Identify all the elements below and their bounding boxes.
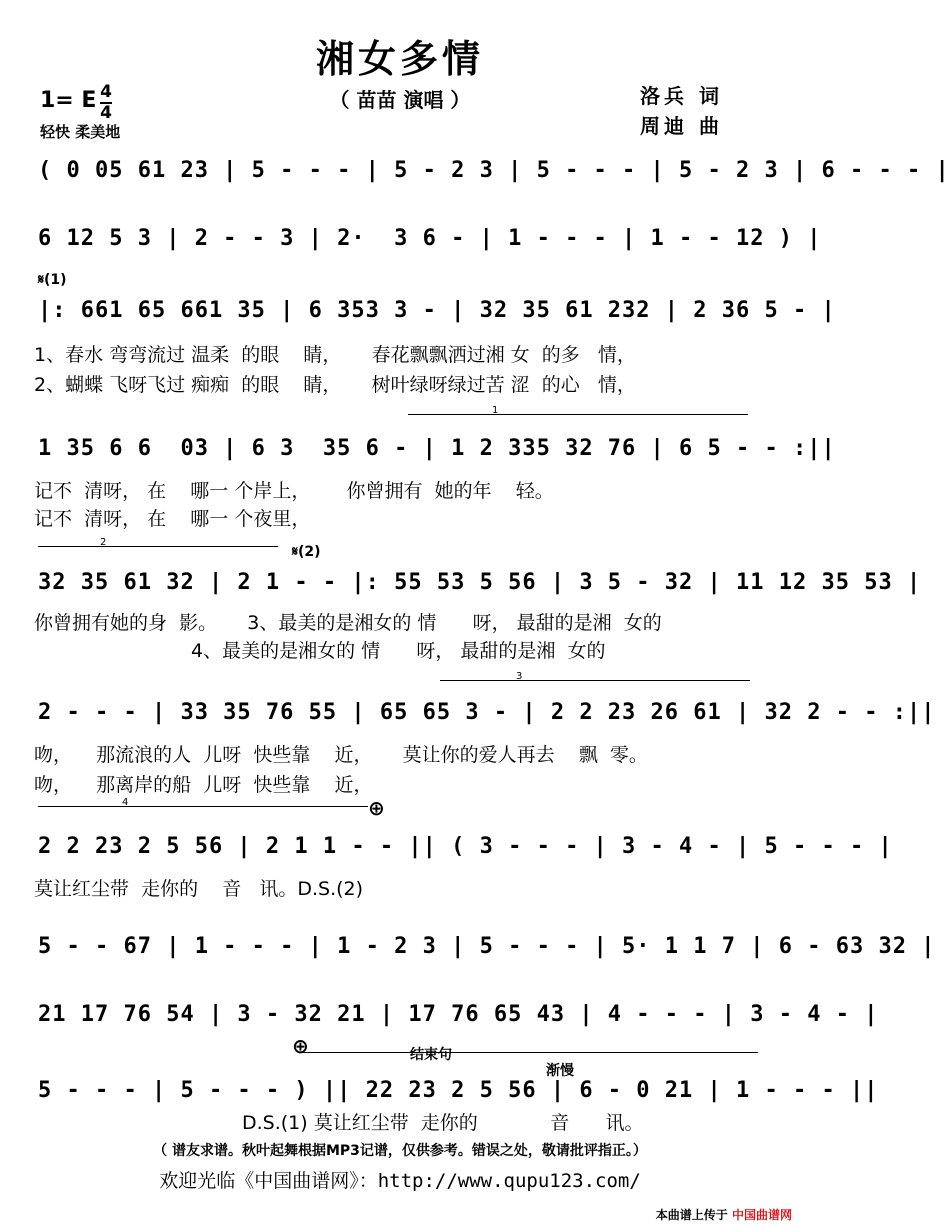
key-signature: 1= E (40, 88, 97, 113)
lyric-row-4b: 记不 清呀， 在 哪一 个夜里， (34, 508, 311, 530)
lyric-row-6b: 吻， 那离岸的船 儿呀 快些靠 近， (34, 774, 373, 796)
site-line: 欢迎光临《中国曲谱网》：http://www.qupu123.com/ (159, 1170, 641, 1192)
upload-label: 本曲谱上传于 (655, 1208, 728, 1222)
lyric-row-5b: 4、最美的是湘女的 情 呀， 最甜的是湘 女的 (34, 640, 606, 662)
footer-note: （ 谱友求谱。秋叶起舞根据MP3记谱，仅供参考。错误之处，敬请批评指正。） (153, 1143, 647, 1159)
volta-1 (408, 405, 748, 416)
lyricist: 洛兵 词 (640, 84, 723, 108)
volta-2-label: 2 (100, 537, 107, 548)
composer: 周迪 曲 (640, 114, 723, 138)
site-logo: 中国曲谱网 (731, 1208, 792, 1222)
tempo-marking: 轻快 柔美地 (40, 123, 121, 141)
score-row-6: 2 - - - | 33 35 76 55 | 65 65 3 - | 2 2 23 26 61 | 32 2 - - :|| (38, 700, 936, 725)
upload-credit (656, 1206, 792, 1223)
song-title: 湘女多情 (315, 37, 484, 81)
lyric-row-7a: 莫让红尘带 走你的 音 讯。D.S.(2) (34, 878, 364, 900)
score-row-5: 32 35 61 32 | 2 1 - - |: 55 53 5 56 | 3 5 - 32 | 11 12 35 53 | (38, 570, 922, 595)
volta-2 (38, 537, 278, 548)
ending-label: 结束句 (410, 1047, 452, 1063)
coda-sign-1: ⊕ (368, 796, 385, 820)
lyric-row-3a: 1、春水 弯弯流过 温柔 的眼 睛， 春花飘飘洒过湘 女 的多 情， (34, 344, 636, 366)
score-row-9: 21 17 76 54 | 3 - 32 21 | 17 76 65 43 | 4 - - - | 3 - 4 - | (38, 1002, 879, 1027)
lyric-row-4a: 记不 清呀， 在 哪一 个岸上， 你曾拥有 她的年 轻。 (34, 480, 554, 502)
score-row-7: 2 2 23 2 5 56 | 2 1 1 - - || ( 3 - - - | 3 - 4 - | 5 - - - | (38, 834, 893, 859)
score-row-3: |: 661 65 661 35 | 6 353 3 - | 32 35 61 232 | 2 36 5 - | (38, 298, 836, 323)
lyric-row-5a: 你曾拥有她的身 影。 3、最美的是湘女的 情 呀， 最甜的是湘 女的 (34, 612, 662, 634)
singer-credit: （ 苗苗 演唱 ） (329, 88, 471, 112)
volta-4-label: 4 (122, 797, 129, 808)
score-row-10: 5 - - - | 5 - - - ) || 22 23 2 5 56 | 6 - 0 21 | 1 - - - || (38, 1078, 879, 1103)
volta-3 (440, 671, 750, 682)
lyric-row-6a: 吻， 那流浪的人 儿呀 快些靠 近， 莫让你的爱人再去 飘 零。 (34, 744, 648, 766)
ending-bracket (298, 1052, 758, 1053)
score-row-1: ( 0 05 61 23 | 5 - - - | 5 - 2 3 | 5 - - - | 5 - 2 3 | 6 - - - | (38, 158, 950, 183)
segno-2-mark: 𝄋(2) (292, 544, 321, 560)
score-row-2: 6 12 5 3 | 2 - - 3 | 2· 3 6 - | 1 - - - | 1 - - 12 ) | (38, 226, 822, 251)
lyric-row-10a: D.S.(1) 莫让红尘带 走你的 音 讯。 (242, 1112, 644, 1134)
lyric-row-3b: 2、蝴蝶 飞呀飞过 痴痴 的眼 睛， 树叶绿呀绿过苦 涩 的心 情， (34, 374, 636, 396)
coda-sign-2: ⊕ (292, 1034, 309, 1058)
score-row-8: 5 - - 67 | 1 - - - | 1 - 2 3 | 5 - - - | 5· 1 1 7 | 6 - 63 32 | (38, 934, 936, 959)
time-signature (100, 84, 112, 122)
rit-label: 渐慢 (546, 1063, 574, 1079)
volta-3-label: 3 (516, 671, 523, 682)
time-bottom: 4 (100, 103, 112, 123)
time-top: 4 (100, 82, 112, 102)
volta-1-label: 1 (492, 405, 499, 416)
score-row-4: 1 35 6 6 03 | 6 3 35 6 - | 1 2 335 32 76 | 6 5 - - :|| (38, 436, 836, 461)
segno-1-mark: 𝄋(1) (38, 272, 67, 288)
volta-4 (38, 797, 368, 808)
